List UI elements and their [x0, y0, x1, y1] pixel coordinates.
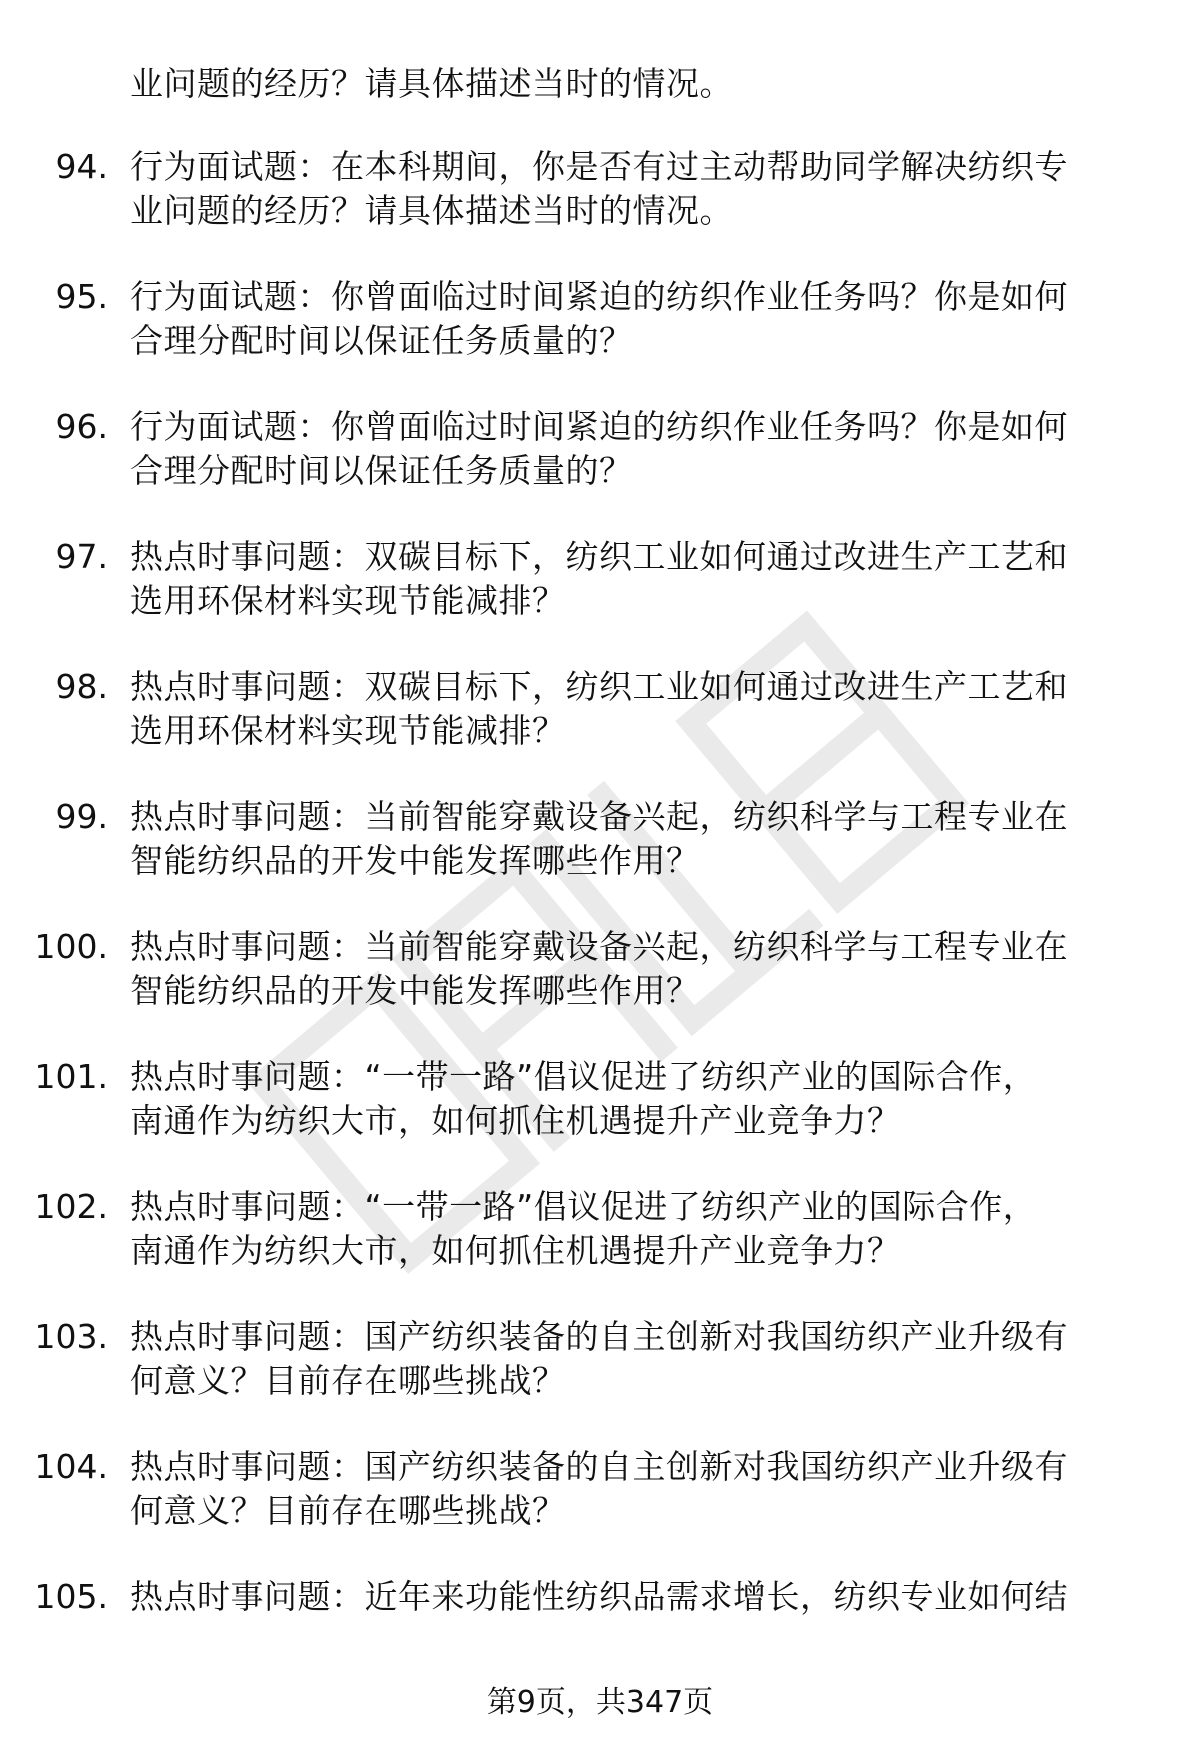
question-line: 南通作为纺织大市，如何抓住机遇提升产业竞争力？: [130, 1231, 901, 1270]
question-line: 合理分配时间以保证任务质量的？: [130, 321, 633, 360]
question-number: 102.: [34, 1187, 108, 1226]
page-footer: 第9页，共347页: [486, 1685, 714, 1720]
question-line: 热点时事问题：双碳目标下，纺织工业如何通过改进生产工艺和: [130, 537, 1068, 576]
question-number: 94.: [55, 147, 108, 186]
question-item: [0, 405, 1200, 535]
question-line: 合理分配时间以保证任务质量的？: [130, 451, 633, 490]
question-line: 热点时事问题：国产纺织装备的自主创新对我国纺织产业升级有: [130, 1317, 1068, 1356]
question-number: 95.: [55, 277, 108, 316]
question-item: [0, 1185, 1200, 1315]
question-line: 智能纺织品的开发中能发挥哪些作用？: [130, 841, 700, 880]
question-number: 104.: [34, 1447, 108, 1486]
question-line: 业问题的经历？请具体描述当时的情况。: [130, 191, 733, 230]
question-line: 热点时事问题：当前智能穿戴设备兴起，纺织科学与工程专业在: [130, 797, 1068, 836]
question-item: [0, 1445, 1200, 1575]
question-line: 行为面试题：在本科期间，你是否有过主动帮助同学解决纺织专: [130, 147, 1068, 186]
question-text: [130, 145, 1140, 233]
question-number: 98.: [55, 667, 108, 706]
question-item: [0, 1055, 1200, 1185]
question-item: [0, 535, 1200, 665]
question-text: [130, 795, 1140, 883]
question-number: 105.: [34, 1577, 108, 1616]
question-text: [130, 535, 1140, 623]
question-text: [130, 1055, 1140, 1143]
question-line: 热点时事问题：“一带一路”倡议促进了纺织产业的国际合作，: [130, 1187, 1037, 1226]
question-line: 热点时事问题：双碳目标下，纺织工业如何通过改进生产工艺和: [130, 667, 1068, 706]
question-text: [130, 1315, 1140, 1403]
question-item: [0, 275, 1200, 405]
question-item: [0, 145, 1200, 275]
question-number: 100.: [34, 927, 108, 966]
question-item: [0, 925, 1200, 1055]
question-line: 智能纺织品的开发中能发挥哪些作用？: [130, 971, 700, 1010]
question-line: 行为面试题：你曾面临过时间紧迫的纺织作业任务吗？你是如何: [130, 407, 1068, 446]
question-text: [130, 275, 1140, 363]
question-text: [130, 1445, 1140, 1533]
question-number: 103.: [34, 1317, 108, 1356]
question-line: 热点时事问题：当前智能穿戴设备兴起，纺织科学与工程专业在: [130, 927, 1068, 966]
question-number: 101.: [34, 1057, 108, 1096]
question-item: [0, 795, 1200, 925]
question-number: 96.: [55, 407, 108, 446]
continued-question-text: 业问题的经历？请具体描述当时的情况。: [130, 64, 733, 103]
question-line: 热点时事问题：“一带一路”倡议促进了纺织产业的国际合作，: [130, 1057, 1037, 1096]
question-line: 何意义？目前存在哪些挑战？: [130, 1361, 566, 1400]
question-line: 热点时事问题：国产纺织装备的自主创新对我国纺织产业升级有: [130, 1447, 1068, 1486]
question-text: [130, 665, 1140, 753]
question-text: [130, 1185, 1140, 1273]
question-line: 南通作为纺织大市，如何抓住机遇提升产业竞争力？: [130, 1101, 901, 1140]
question-line: 选用环保材料实现节能减排？: [130, 711, 566, 750]
question-line: 选用环保材料实现节能减排？: [130, 581, 566, 620]
question-line: 热点时事问题：近年来功能性纺织品需求增长，纺织专业如何结: [130, 1577, 1068, 1616]
question-text: [130, 1575, 1140, 1619]
question-item: [0, 1315, 1200, 1445]
question-text: [130, 925, 1140, 1013]
question-number: 97.: [55, 537, 108, 576]
question-list: [0, 145, 1200, 1705]
question-number: 99.: [55, 797, 108, 836]
question-text: [130, 405, 1140, 493]
question-line: 行为面试题：你曾面临过时间紧迫的纺织作业任务吗？你是如何: [130, 277, 1068, 316]
question-line: 何意义？目前存在哪些挑战？: [130, 1491, 566, 1530]
question-item: [0, 665, 1200, 795]
